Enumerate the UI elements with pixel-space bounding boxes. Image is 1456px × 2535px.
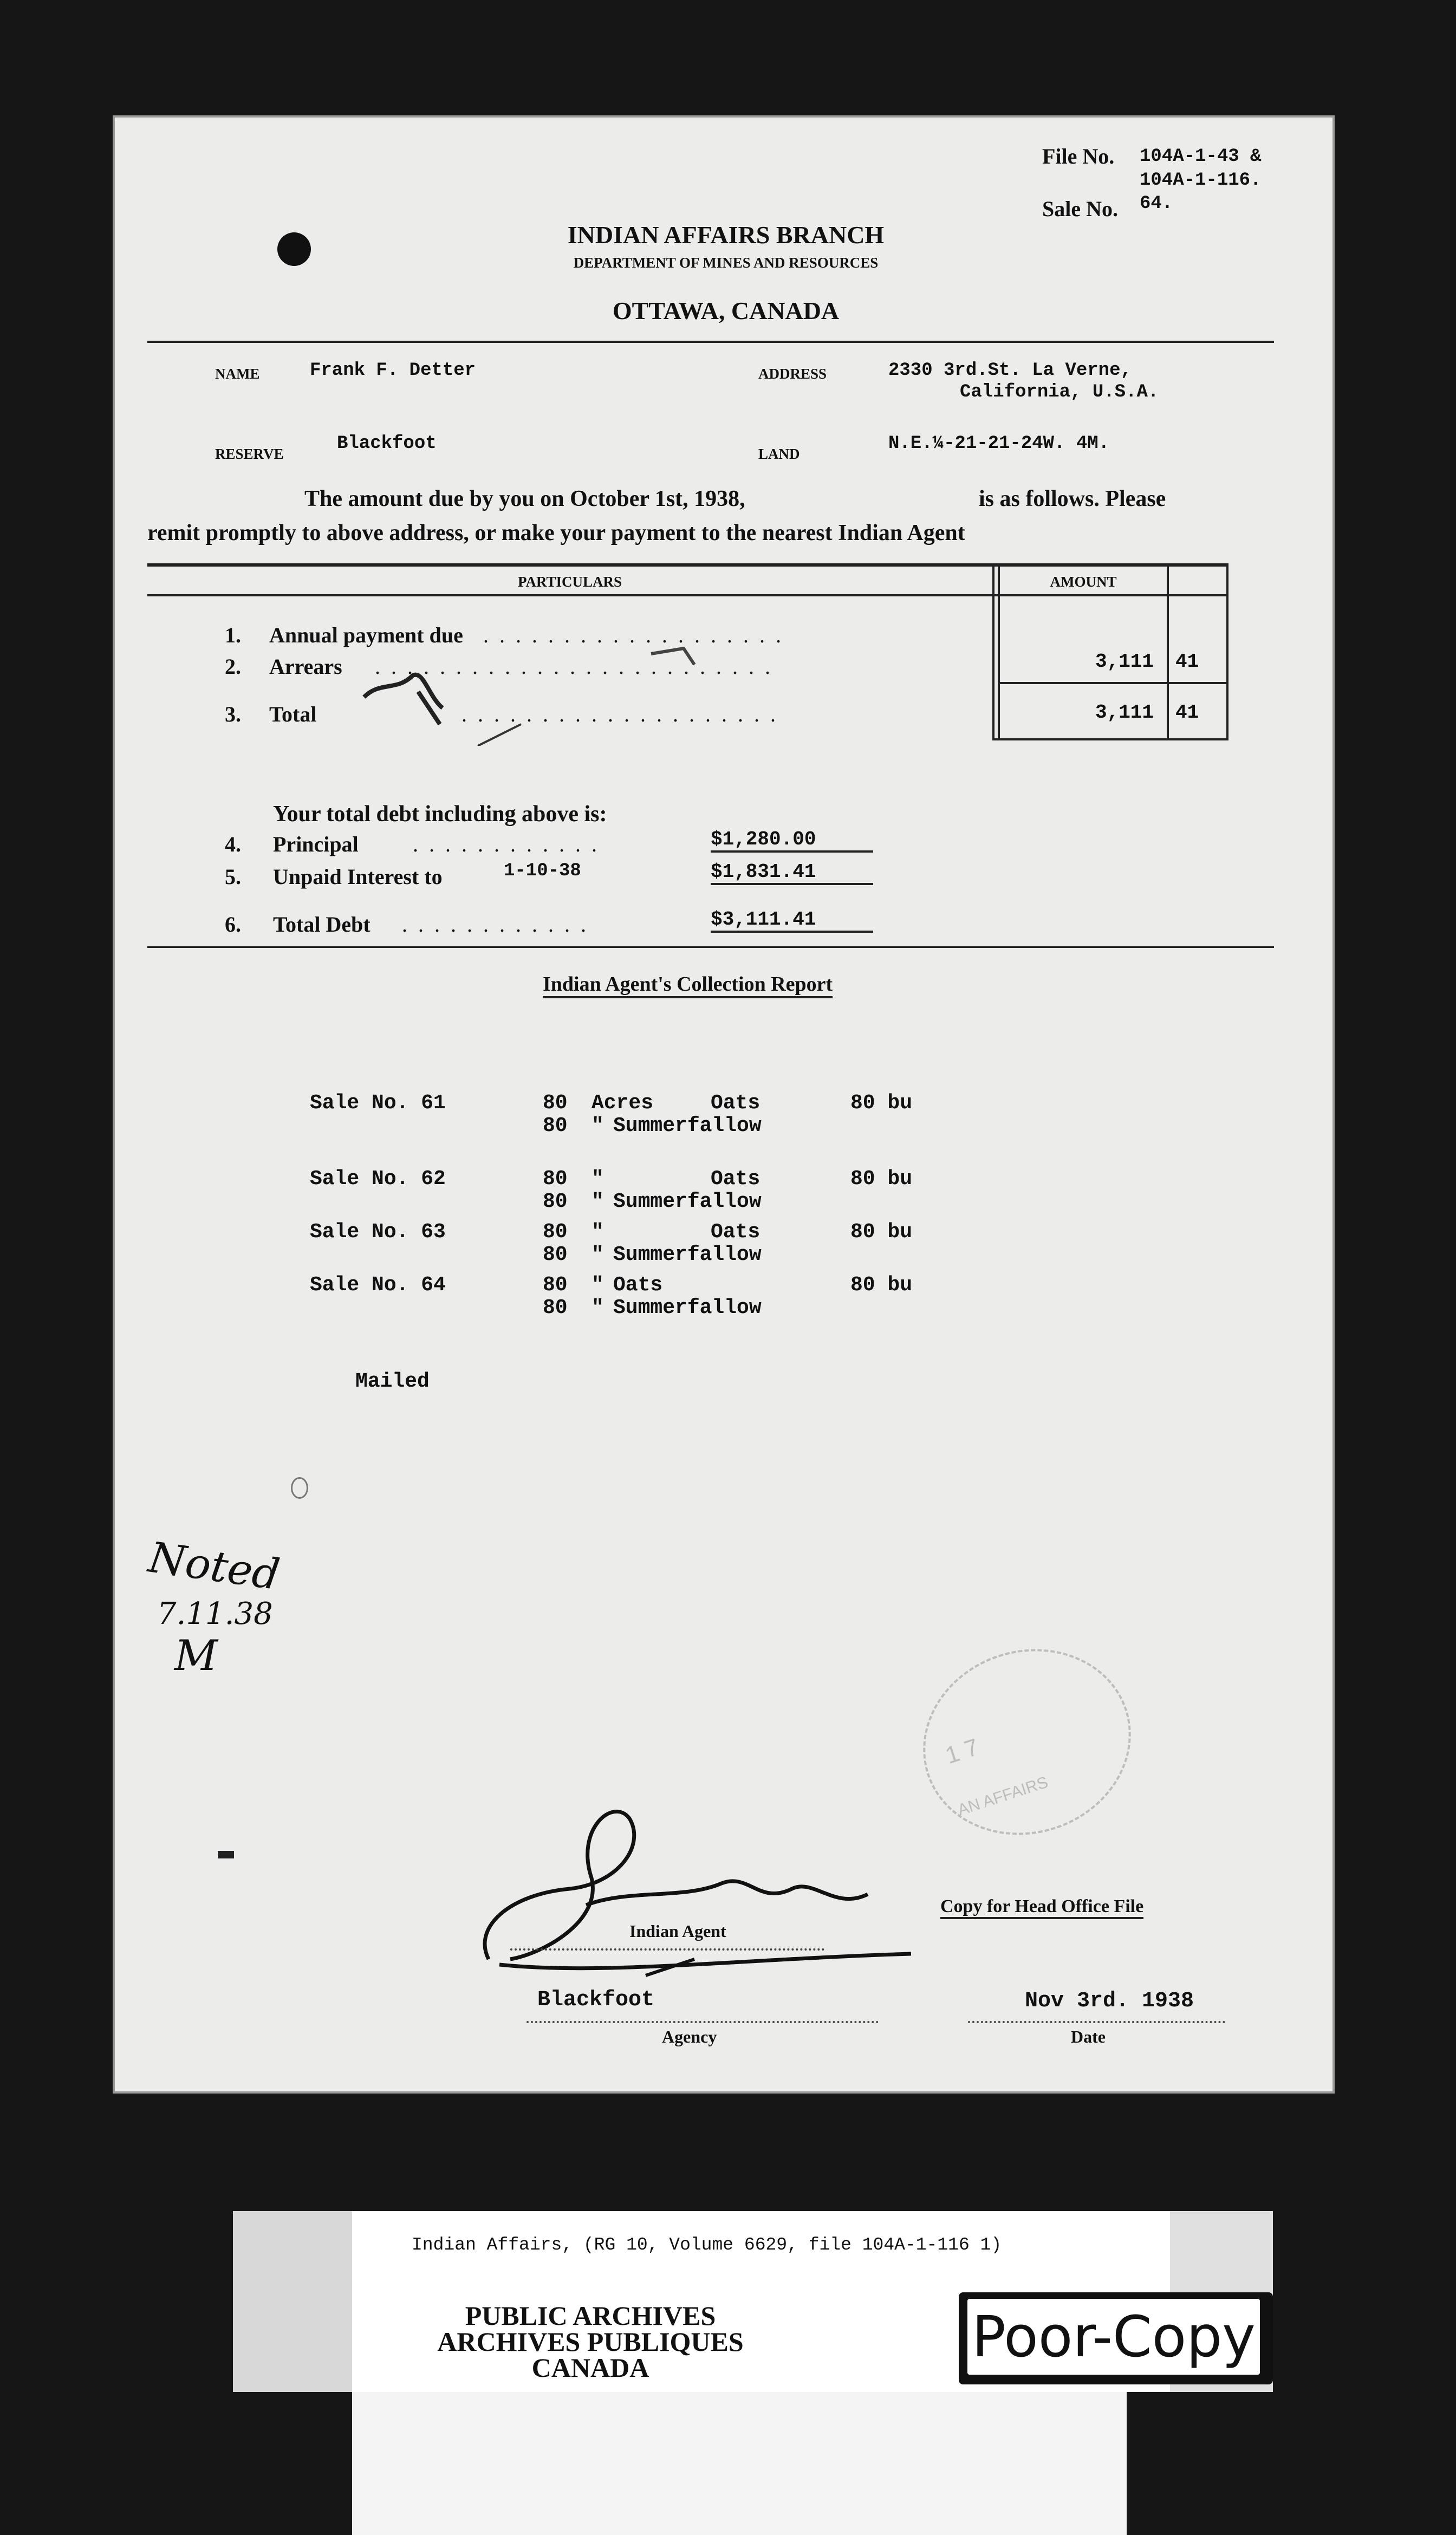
collection-unit-1: Acres [592,1091,654,1115]
total-debt-value: $3,111.41 [711,908,873,933]
collection-acres-5: 80 [543,1220,568,1244]
cents-col-left [1167,563,1169,740]
total-top-rule [998,682,1228,684]
collection-unit-7: " [592,1273,604,1297]
debt-leader-4: ............ [413,832,608,856]
label-left-stain [233,2211,352,2392]
poor-copy-stamp [959,2292,1273,2384]
agency-line [526,2021,879,2023]
land-label: LAND [758,446,800,462]
particulars-label-2: Arrears [269,654,342,679]
collection-crop-1: Oats [711,1091,760,1115]
notice-line1b: is as follows. Please [979,486,1166,511]
particulars-header: PARTICULARS [517,574,622,590]
interest-date: 1-10-38 [504,861,581,881]
total-dollars: 3,111 [1095,701,1154,724]
debt-num-6: 6. [225,912,241,937]
file-no-value: 104A-1-43 & 104A-1-116. [1140,146,1262,191]
total-cents: 41 [1175,701,1199,724]
collection-acres-1: 80 [543,1091,568,1115]
stray-mark-left [218,1851,234,1858]
collection-unit-8: " [592,1296,604,1320]
mailed-status: Mailed [355,1370,430,1393]
interest-value: $1,831.41 [711,861,873,885]
collection-sale-1: Sale No. 61 [310,1091,446,1115]
date-value: Nov 3rd. 1938 [1025,1989,1194,2013]
margin-note-date: 7.11.38 [157,1596,273,1632]
ink-scribble [348,638,727,746]
collection-acres-8: 80 [543,1296,568,1320]
header-rule [147,341,1274,343]
particulars-leader-2: ......................... [375,654,781,679]
stamp-date-fragment: 1 7 [942,1733,982,1770]
principal-value: $1,280.00 [711,828,873,853]
document-sheet [113,115,1335,2094]
collection-unit-3: " [592,1167,604,1191]
collection-crop-5: Oats [711,1220,760,1244]
collection-unit-6: " [592,1243,604,1266]
department-title: DEPARTMENT OF MINES AND RESOURCES [573,255,879,271]
stamp-text-fragment: AN AFFAIRS [955,1773,1051,1819]
archive-line3: CANADA [531,2352,649,2383]
arrears-dollars: 3,111 [1095,651,1154,673]
land-value: N.E.¼-21-21-24W. 4M. [888,433,1110,454]
collection-sale-7: Sale No. 64 [310,1273,446,1297]
particulars-label-1: Annual payment due [269,623,463,647]
agency-caption: Agency [662,2027,717,2046]
collection-crop-7: Oats [613,1273,663,1297]
collection-unit-5: " [592,1220,604,1244]
debt-num-5: 5. [225,864,241,889]
sale-no-label: Sale No. [1042,197,1118,221]
city-title: OTTAWA, CANADA [612,297,840,324]
debt-bottom-rule [147,946,1274,948]
amount-header: AMOUNT [1050,574,1117,590]
amount-col-left [992,563,994,740]
particulars-leader-3: .................... [461,702,786,726]
date-line [968,2021,1225,2023]
particulars-num-2: 2. [225,654,241,679]
collection-sale-3: Sale No. 62 [310,1167,446,1191]
debt-label-4: Principal [273,832,359,856]
sale-no-value: 64. [1140,193,1173,214]
table-top-rule [147,563,1228,567]
table-bottom-rule [992,738,1228,740]
notice-line2: remit promptly to above address, or make your payment to the nearest Indian Agent [147,521,965,545]
debt-num-4: 4. [225,832,241,856]
collection-crop-8: Summerfallow [613,1296,762,1320]
stray-mark [291,1477,308,1499]
particulars-label-3: Total [269,702,317,726]
debt-leader-6: ............ [402,912,597,937]
collection-yield-1: 80 bu [850,1091,913,1115]
particulars-leader-1: ................... [483,623,792,647]
collection-sale-5: Sale No. 63 [310,1220,446,1244]
collection-crop-6: Summerfallow [613,1243,762,1266]
agent-signature [467,1797,1063,1992]
collection-acres-7: 80 [543,1273,568,1297]
table-header-rule [147,594,1228,596]
collection-yield-5: 80 bu [850,1220,913,1244]
margin-note-noted: Noted [145,1533,283,1600]
archive-label [233,2211,1273,2392]
agent-signature-line [510,1948,824,1951]
date-caption: Date [1071,2027,1106,2046]
archive-line1: PUBLIC ARCHIVES [465,2300,716,2331]
collection-acres-4: 80 [543,1190,568,1213]
particulars-num-1: 1. [225,623,241,647]
collection-acres-6: 80 [543,1243,568,1266]
collection-crop-2: Summerfallow [613,1114,762,1138]
collection-title: Indian Agent's Collection Report [543,972,833,998]
particulars-num-3: 3. [225,702,241,726]
amount-col-right [1226,563,1228,740]
collection-unit-2: " [592,1114,604,1138]
label-lower-strip [352,2392,1127,2535]
arrears-cents: 41 [1175,651,1199,673]
collection-acres-3: 80 [543,1167,568,1191]
name-value: Frank F. Detter [310,360,476,381]
branch-title: INDIAN AFFAIRS BRANCH [567,221,885,249]
archive-reference: Indian Affairs, (RG 10, Volume 6629, file 104A-1-116 1) [412,2235,1002,2255]
collection-crop-4: Summerfallow [613,1190,762,1213]
debt-label-6: Total Debt [273,912,370,937]
agency-value: Blackfoot [537,1988,655,2012]
reserve-label: RESERVE [215,446,284,462]
name-label: NAME [215,366,260,382]
debt-label-5: Unpaid Interest to [273,864,443,889]
notice-line1a: The amount due by you on October 1st, 1938, [304,486,745,511]
copy-note: Copy for Head Office File [940,1896,1143,1919]
address-line1: 2330 3rd.St. La Verne, [888,360,1132,381]
address-line2: California, U.S.A. [960,382,1159,402]
address-label: ADDRESS [758,366,827,382]
poor-copy-text: Poor-Copy [967,2299,1260,2375]
collection-yield-7: 80 bu [850,1273,913,1297]
margin-note-initial: M [174,1632,218,1680]
reserve-value: Blackfoot [337,433,437,454]
archive-line2: ARCHIVES PUBLIQUES [437,2326,744,2357]
collection-acres-2: 80 [543,1114,568,1138]
collection-crop-3: Oats [711,1167,760,1191]
collection-unit-4: " [592,1190,604,1213]
collection-yield-3: 80 bu [850,1167,913,1191]
debt-heading: Your total debt including above is: [273,802,607,827]
agent-caption: Indian Agent [629,1921,726,1941]
file-no-label: File No. [1042,144,1115,168]
